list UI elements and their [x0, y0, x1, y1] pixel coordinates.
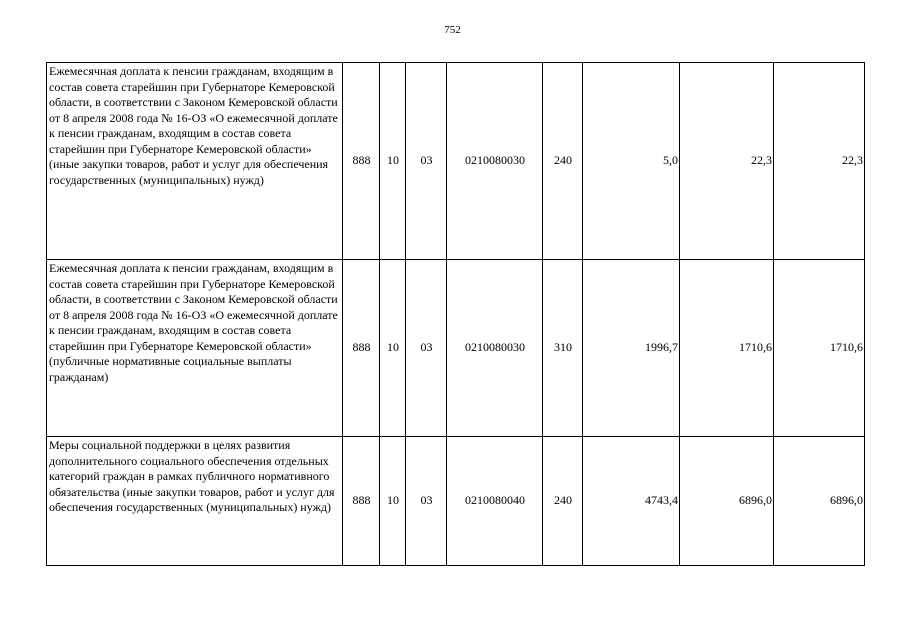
table-row [47, 63, 865, 260]
amount-year-3: 22,3 [774, 63, 865, 260]
row-description: Ежемесячная доплата к пенсии гражданам, входящим в состав совета старейшин при Губернаторе Кемеровской области, в соответствии с Законом Кемеровской области от 8 апреля 2008 года № 16-ОЗ «О ежемесячной доплате к пенсии гражданам, входящим в состав совета старейшин при Губернаторе Кемеровской области» (публичные нормативные социальные выплаты гражданам) [47, 260, 343, 437]
subsection-code: 03 [406, 260, 447, 437]
amount-year-3: 6896,0 [774, 437, 865, 566]
budget-table [46, 62, 865, 566]
table-row [47, 437, 865, 566]
target-article-code: 0210080030 [447, 63, 543, 260]
expense-type-code: 240 [543, 437, 583, 566]
target-article-code: 0210080040 [447, 437, 543, 566]
subsection-code: 03 [406, 437, 447, 566]
amount-year-3: 1710,6 [774, 260, 865, 437]
amount-year-2: 22,3 [680, 63, 774, 260]
section-code: 10 [380, 63, 406, 260]
amount-year-1: 5,0 [583, 63, 680, 260]
section-code: 10 [380, 437, 406, 566]
expense-type-code: 240 [543, 63, 583, 260]
row-description: Меры социальной поддержки в целях развития дополнительного социального обеспечения отдельных категорий граждан в рамках публичного нормативного обязательства (иные закупки товаров, работ и услуг для обеспечения государственных (муниципальных) нужд) [47, 437, 343, 566]
table-row [47, 260, 865, 437]
amount-year-1: 4743,4 [583, 437, 680, 566]
amount-year-1: 1996,7 [583, 260, 680, 437]
amount-year-2: 6896,0 [680, 437, 774, 566]
row-description: Ежемесячная доплата к пенсии гражданам, входящим в состав совета старейшин при Губернаторе Кемеровской области, в соответствии с Законом Кемеровской области от 8 апреля 2008 года № 16-ОЗ «О ежемесячной доплате к пенсии гражданам, входящим в состав совета старейшин при Губернаторе Кемеровской области» (иные закупки товаров, работ и услуг для обеспечения государственных (муниципальных) нужд) [47, 63, 343, 260]
subsection-code: 03 [406, 63, 447, 260]
ministry-code: 888 [343, 63, 380, 260]
ministry-code: 888 [343, 260, 380, 437]
ministry-code: 888 [343, 437, 380, 566]
amount-year-2: 1710,6 [680, 260, 774, 437]
page-number: 752 [444, 24, 461, 36]
expense-type-code: 310 [543, 260, 583, 437]
section-code: 10 [380, 260, 406, 437]
target-article-code: 0210080030 [447, 260, 543, 437]
